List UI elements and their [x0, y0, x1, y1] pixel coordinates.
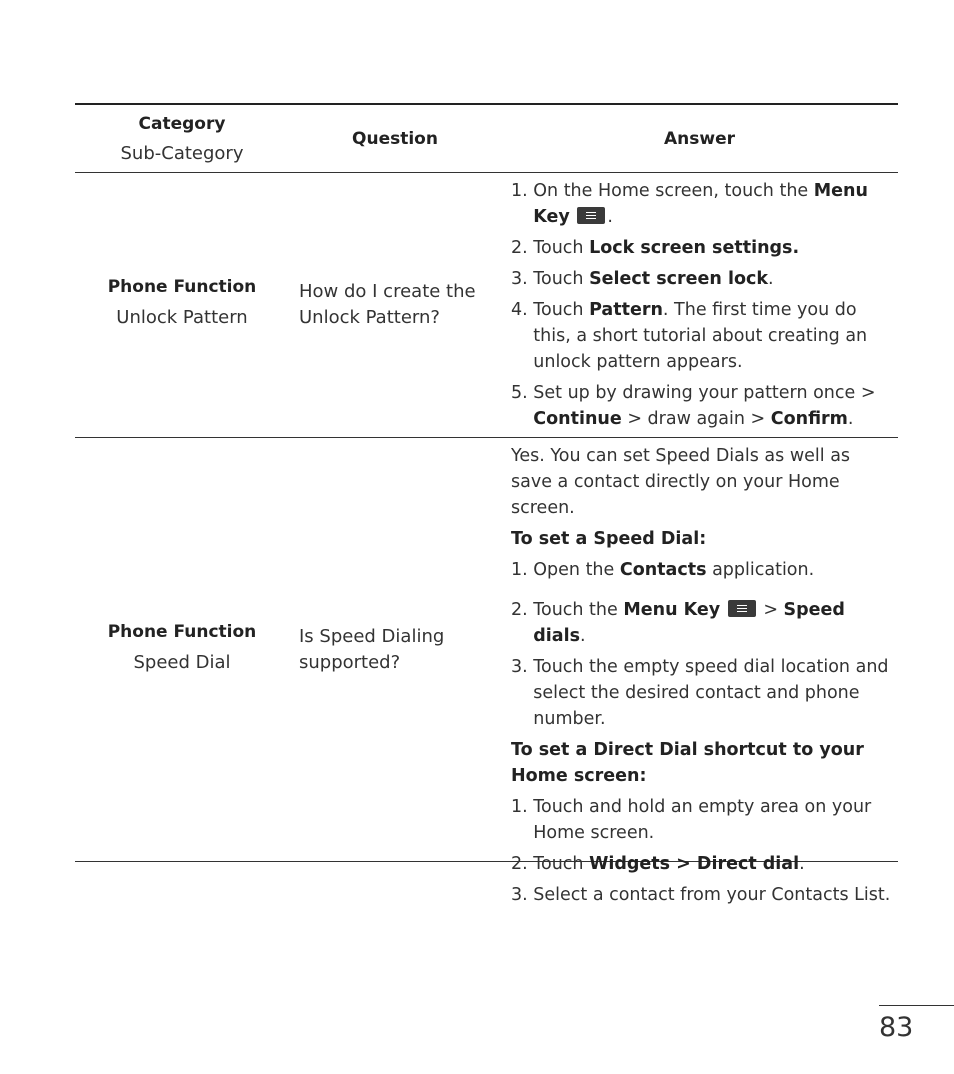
list-item: 3. Touch the empty speed dial location and select the desired contact and phone number. — [511, 657, 889, 729]
row2-question: Is Speed Dialing supported? — [299, 626, 445, 673]
row1-answer — [511, 178, 896, 432]
header-category-cell — [75, 113, 289, 166]
header-sub-category: Sub-Category — [120, 143, 244, 164]
direct-dial-heading: To set a Direct Dial shortcut to your Home screen: — [511, 740, 864, 786]
page-number: 83 — [879, 1012, 914, 1043]
list-item: 2. Touch Lock screen settings. — [511, 238, 800, 258]
header-category: Category — [138, 114, 226, 134]
menu-key-icon — [728, 600, 756, 617]
row2-category-cell — [75, 621, 289, 675]
row2-category: Phone Function — [107, 622, 257, 642]
header-answer: Answer — [664, 129, 735, 149]
row1-sub-category: Unlock Pattern — [116, 307, 248, 328]
page-number-rule — [879, 1005, 954, 1006]
row2-sub-category: Speed Dial — [133, 652, 231, 673]
row1-category: Phone Function — [107, 277, 257, 297]
table-header — [75, 105, 898, 173]
list-item: 1. Open the Contacts application. — [511, 560, 815, 580]
list-item: 3. Touch Select screen lock. — [511, 269, 774, 289]
speed-dial-heading: To set a Speed Dial: — [511, 529, 707, 549]
row2-answer — [511, 443, 896, 908]
header-question: Question — [352, 129, 438, 149]
list-item: 1. Touch and hold an empty area on your Home screen. — [511, 797, 872, 843]
list-item: 3. Select a contact from your Contacts List. — [511, 885, 891, 905]
row1-category-cell — [75, 276, 289, 330]
table-row — [75, 173, 898, 438]
menu-key-icon — [577, 207, 605, 224]
list-item: 5. Set up by drawing your pattern once > Continue > draw again > Confirm. — [511, 383, 876, 429]
list-item: 1. On the Home screen, touch the Menu Key . — [511, 181, 868, 227]
faq-table — [75, 103, 898, 905]
table-row — [75, 438, 898, 905]
list-item: 4. Touch Pattern. The first time you do this, a short tutorial about creating an unlock pattern appears. — [511, 300, 868, 372]
list-item: 2. Touch the Menu Key > Speed dials. — [511, 600, 845, 646]
list-item: 2. Touch Widgets > Direct dial. — [511, 854, 805, 874]
row1-question: How do I create the Unlock Pattern? — [299, 281, 476, 328]
row2-intro: Yes. You can set Speed Dials as well as save a contact directly on your Home screen. — [511, 446, 851, 518]
